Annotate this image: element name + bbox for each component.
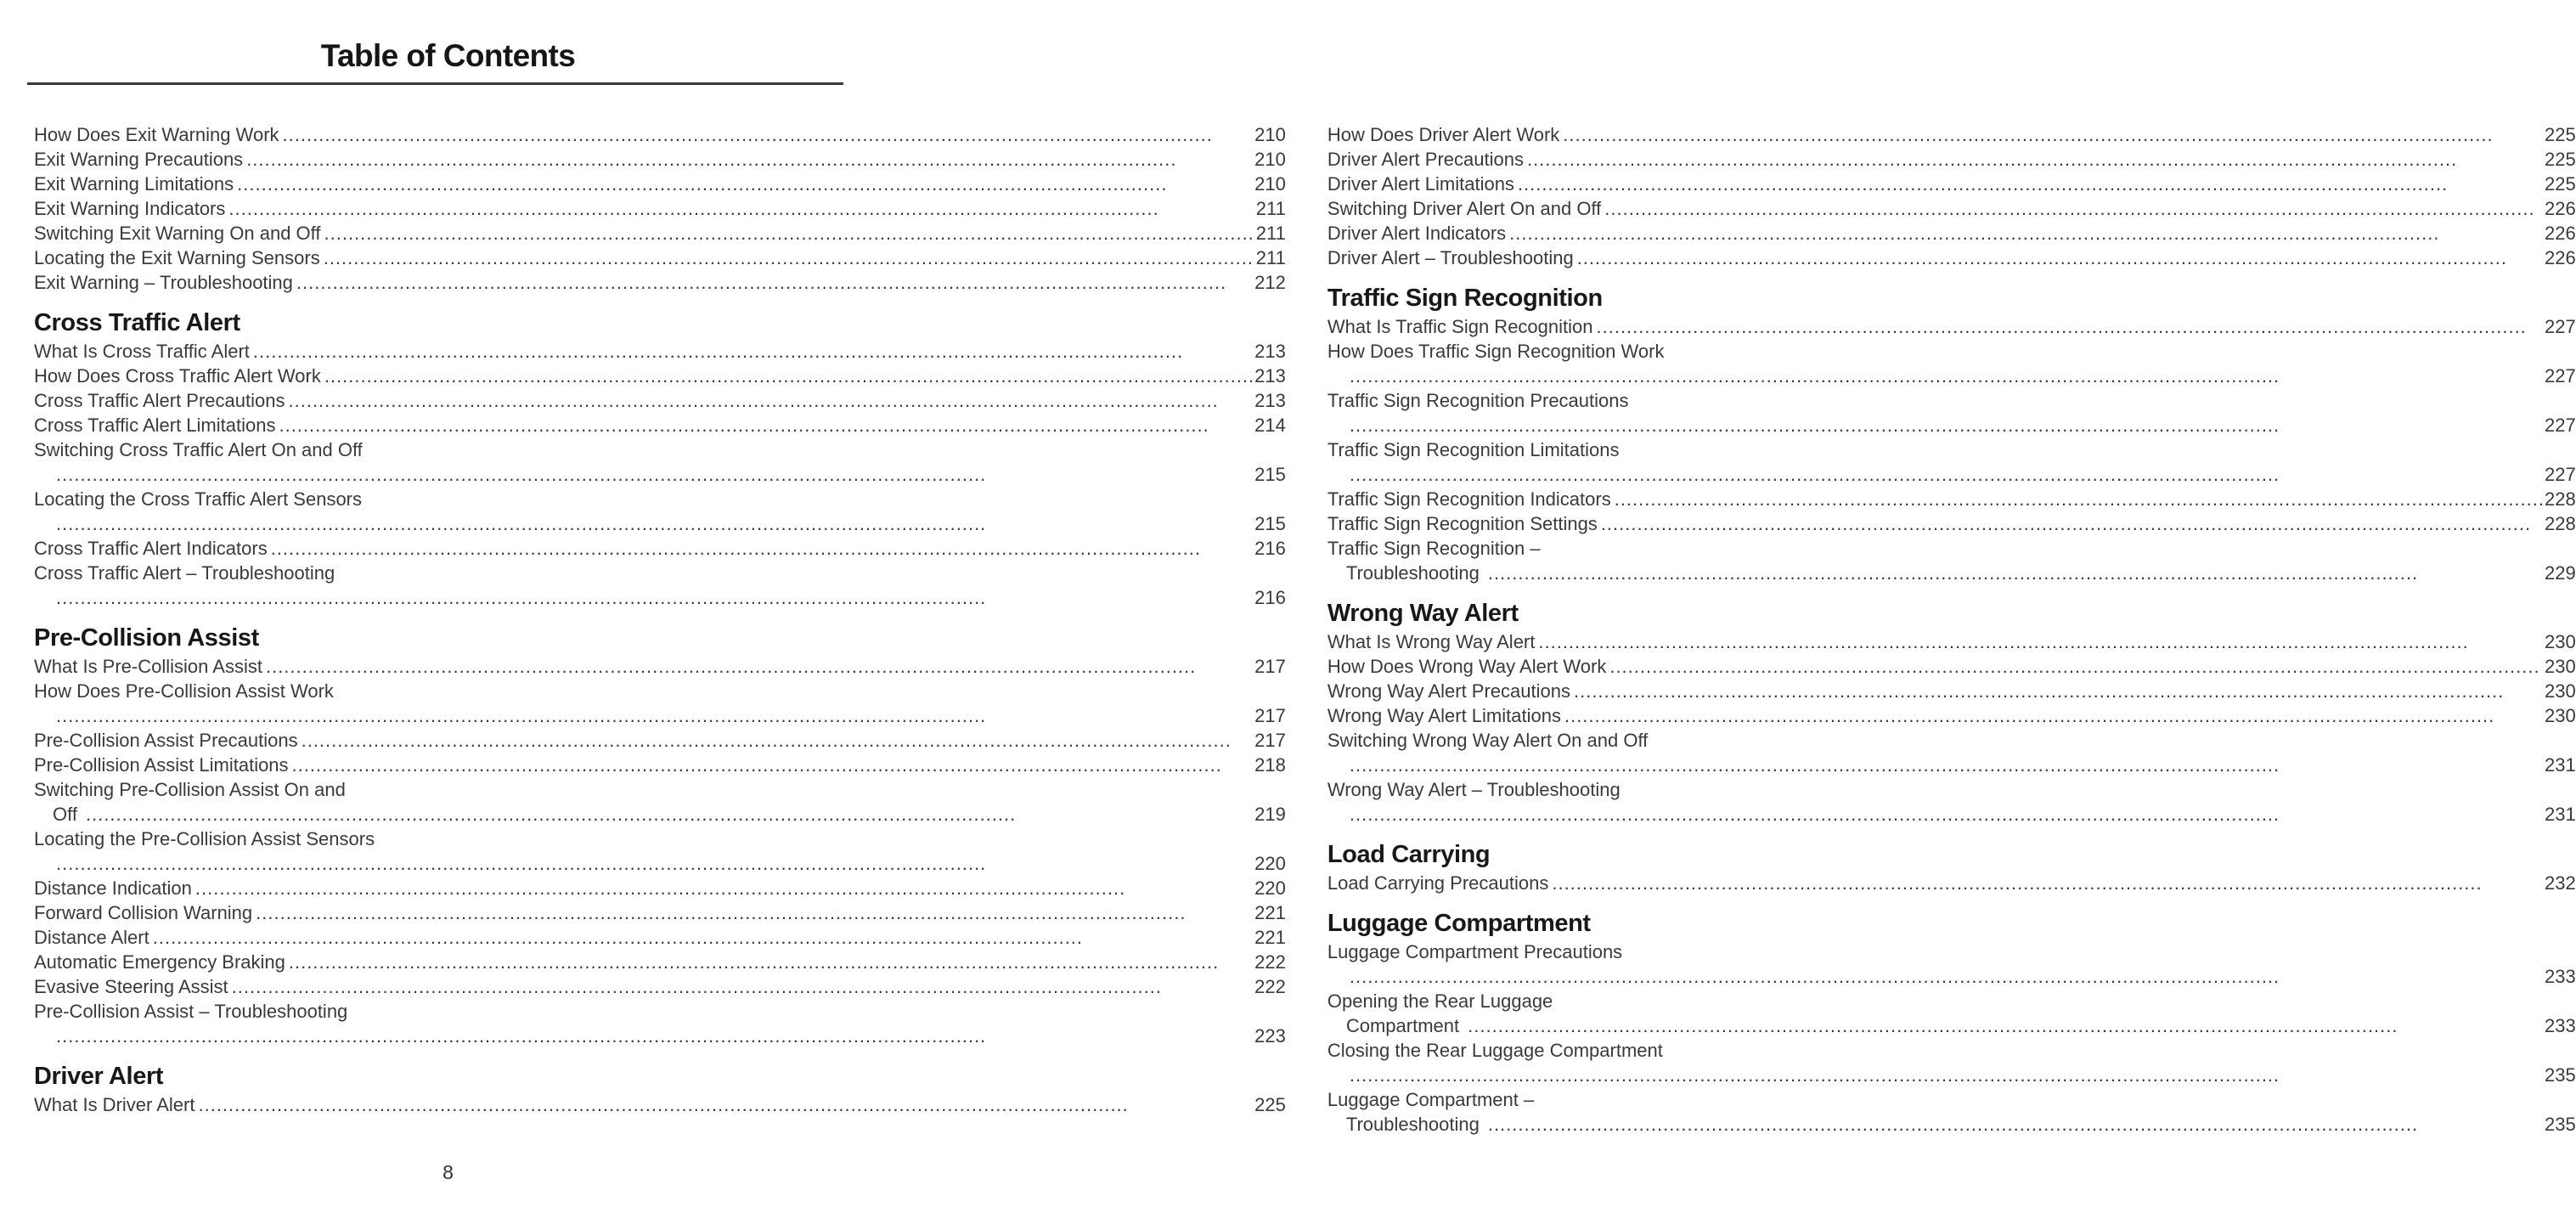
entry-page-number: 213 <box>1254 390 1286 411</box>
dot-leader <box>1488 1112 2545 1137</box>
dot-leader <box>324 245 1256 270</box>
toc-entry <box>1327 339 2576 388</box>
dot-leader <box>56 585 1254 610</box>
entry-label: Exit Warning Limitations <box>34 173 234 195</box>
dot-leader <box>228 196 1255 221</box>
entry-continuation <box>34 851 1286 876</box>
entry-page-number: 231 <box>2545 804 2576 825</box>
entry-label: Distance Alert <box>34 927 149 948</box>
dot-leader <box>324 221 1256 245</box>
toc-entry <box>34 172 1286 196</box>
entry-label: Cross Traffic Alert – Troubleshooting <box>34 562 335 584</box>
entry-label: How Does Driver Alert Work <box>1327 124 1560 145</box>
toc-entry <box>34 487 1286 536</box>
entry-page-number: 213 <box>1254 341 1286 362</box>
entry-label: Switching Driver Alert On and Off <box>1327 198 1602 219</box>
entry-label: Locating the Pre-Collision Assist Sensors <box>34 828 375 849</box>
dot-leader <box>1609 654 2545 679</box>
entry-label: Automatic Emergency Braking <box>34 951 285 973</box>
dot-leader <box>1577 245 2545 270</box>
entry-label: Cross Traffic Alert Limitations <box>34 415 276 436</box>
entry-page-number: 216 <box>1254 538 1286 559</box>
dot-leader <box>1527 147 2545 172</box>
dot-leader <box>56 703 1254 728</box>
entry-page-number: 211 <box>1255 198 1286 219</box>
entry-page-number: 222 <box>1254 976 1286 997</box>
toc-entry <box>1327 388 2576 437</box>
toc-entry <box>1327 703 2576 728</box>
dot-leader <box>1564 703 2545 728</box>
entry-label-continued: Compartment <box>1345 1015 1460 1036</box>
dot-leader <box>302 728 1255 753</box>
entry-label: Exit Warning Indicators <box>34 198 226 219</box>
entry-label: Evasive Steering Assist <box>34 976 228 997</box>
entry-label: Wrong Way Alert Limitations <box>1327 705 1561 726</box>
toc-entry <box>34 1092 1286 1117</box>
entry-page-number: 220 <box>1254 877 1286 899</box>
toc-column-right <box>1327 122 2576 1137</box>
entry-continuation <box>1327 1112 2576 1137</box>
entry-label: Traffic Sign Recognition – <box>1327 538 1541 559</box>
entry-continuation <box>34 703 1286 728</box>
dot-leader <box>289 950 1254 974</box>
entry-page-number: 227 <box>2545 415 2576 436</box>
dot-leader <box>1350 413 2545 437</box>
entry-page-number: 210 <box>1254 173 1286 195</box>
entry-page-number: 227 <box>2545 316 2576 337</box>
entry-page-number: 228 <box>2545 513 2576 534</box>
dot-leader <box>56 851 1254 876</box>
entry-page-number: 225 <box>2545 124 2576 145</box>
toc-entry <box>34 221 1286 245</box>
dot-leader <box>253 339 1254 364</box>
entry-page-number: 230 <box>2545 656 2576 677</box>
entry-page-number: 212 <box>1254 272 1286 293</box>
dot-leader <box>1552 871 2545 895</box>
section-heading: Pre-Collision Assist <box>34 624 259 652</box>
entry-page-number: 235 <box>2545 1114 2576 1135</box>
toc-entry <box>1327 122 2576 147</box>
entry-page-number: 231 <box>2545 754 2576 776</box>
entry-page-number: 223 <box>1254 1025 1286 1047</box>
section-heading: Load Carrying <box>1327 841 1491 868</box>
toc-entry <box>1327 487 2576 511</box>
toc-entry <box>34 196 1286 221</box>
dot-leader <box>1350 753 2545 777</box>
toc-entry <box>1327 147 2576 172</box>
entry-label: Locating the Exit Warning Sensors <box>34 247 320 268</box>
entry-label: Luggage Compartment Precautions <box>1327 941 1623 962</box>
entry-label: Pre-Collision Assist Limitations <box>34 754 289 776</box>
toc-entry <box>34 364 1286 388</box>
dot-leader <box>292 753 1255 777</box>
toc-entry <box>34 950 1286 974</box>
dot-leader <box>1350 462 2545 487</box>
entry-continuation <box>1327 1013 2576 1038</box>
entry-label: Driver Alert Limitations <box>1327 173 1514 195</box>
entry-continuation <box>34 802 1286 827</box>
dot-leader <box>1350 364 2545 388</box>
toc-entry <box>34 753 1286 777</box>
entry-continuation <box>34 511 1286 536</box>
dot-leader <box>256 900 1254 925</box>
entry-page-number: 210 <box>1254 149 1286 170</box>
entry-label: Exit Warning Precautions <box>34 149 244 170</box>
toc-section <box>34 625 1286 1048</box>
entry-page-number: 222 <box>1254 951 1286 973</box>
entry-label: Wrong Way Alert – Troubleshooting <box>1327 779 1621 800</box>
toc-columns <box>34 122 2576 1137</box>
toc-entry <box>34 437 1286 487</box>
entry-continuation <box>34 462 1286 487</box>
entry-label: Cross Traffic Alert Indicators <box>34 538 268 559</box>
entry-label: How Does Pre-Collision Assist Work <box>34 680 334 702</box>
toc-entry <box>34 925 1286 950</box>
dot-leader <box>1615 487 2545 511</box>
entry-continuation <box>1327 1063 2576 1087</box>
entry-page-number: 228 <box>2545 488 2576 510</box>
toc-entry <box>1327 172 2576 196</box>
toc-entry <box>34 679 1286 728</box>
toc-entry <box>1327 511 2576 536</box>
toc-entry <box>1327 989 2576 1038</box>
entry-page-number: 225 <box>2545 149 2576 170</box>
toc-entry <box>34 388 1286 413</box>
entry-label: Switching Cross Traffic Alert On and Off <box>34 439 363 460</box>
toc-entry <box>1327 939 2576 989</box>
entry-label: Pre-Collision Assist – Troubleshooting <box>34 1001 348 1022</box>
entry-continuation <box>34 585 1286 610</box>
toc-entry <box>34 777 1286 827</box>
entry-label: How Does Wrong Way Alert Work <box>1327 656 1607 677</box>
toc-entry <box>34 876 1286 900</box>
toc-section <box>34 310 1286 610</box>
dot-leader <box>56 1024 1254 1048</box>
entry-label: Driver Alert – Troubleshooting <box>1327 247 1574 268</box>
entry-label: Distance Indication <box>34 877 192 899</box>
entry-continuation <box>1327 364 2576 388</box>
section-heading: Wrong Way Alert <box>1327 600 1519 627</box>
dot-leader <box>279 413 1254 437</box>
entry-label: Switching Exit Warning On and Off <box>34 223 321 244</box>
entry-label: Load Carrying Precautions <box>1327 872 1549 894</box>
entry-page-number: 214 <box>1254 415 1286 436</box>
title-divider <box>27 82 843 85</box>
toc-entry <box>34 728 1286 753</box>
dot-leader <box>198 1092 1254 1117</box>
entry-page-number: 217 <box>1254 730 1286 751</box>
entry-continuation <box>34 1024 1286 1048</box>
dot-leader <box>232 974 1254 999</box>
entry-continuation <box>1327 802 2576 827</box>
toc-entry <box>34 147 1286 172</box>
section-heading: Traffic Sign Recognition <box>1327 285 1603 312</box>
dot-leader <box>289 388 1255 413</box>
entry-page-number: 230 <box>2545 705 2576 726</box>
dot-leader <box>246 147 1254 172</box>
entry-page-number: 211 <box>1255 223 1286 244</box>
toc-section <box>1327 911 2576 1137</box>
toc-section <box>1327 122 2576 270</box>
entry-page-number: 220 <box>1254 853 1286 874</box>
entry-label: Traffic Sign Recognition Precautions <box>1327 390 1629 411</box>
dot-leader <box>1604 196 2545 221</box>
toc-column-left <box>34 122 1286 1137</box>
entry-label: How Does Cross Traffic Alert Work <box>34 365 321 386</box>
toc-entry <box>34 827 1286 876</box>
dot-leader <box>271 536 1254 561</box>
toc-entry <box>1327 1087 2576 1137</box>
entry-page-number: 232 <box>2545 872 2576 894</box>
toc-entry <box>1327 871 2576 895</box>
entry-page-number: 216 <box>1254 587 1286 608</box>
toc-entry <box>1327 654 2576 679</box>
toc-section <box>34 122 1286 295</box>
entry-label: Exit Warning – Troubleshooting <box>34 272 293 293</box>
entry-page-number: 226 <box>2545 247 2576 268</box>
toc-entry <box>34 561 1286 610</box>
section-heading: Driver Alert <box>34 1063 164 1090</box>
entry-label: Switching Pre-Collision Assist On and <box>34 779 346 800</box>
entry-label: Wrong Way Alert Precautions <box>1327 680 1570 702</box>
entry-page-number: 233 <box>2545 966 2576 987</box>
toc-entry <box>1327 536 2576 585</box>
entry-page-number: 227 <box>2545 365 2576 386</box>
toc-entry <box>1327 221 2576 245</box>
entry-continuation <box>1327 964 2576 989</box>
dot-leader <box>1509 221 2545 245</box>
entry-page-number: 226 <box>2545 223 2576 244</box>
entry-page-number: 235 <box>2545 1064 2576 1086</box>
toc-entry <box>1327 777 2576 827</box>
entry-label: What Is Cross Traffic Alert <box>34 341 250 362</box>
toc-entry <box>1327 1038 2576 1087</box>
entry-label: Traffic Sign Recognition Indicators <box>1327 488 1611 510</box>
entry-page-number: 217 <box>1254 705 1286 726</box>
entry-label: How Does Traffic Sign Recognition Work <box>1327 341 1665 362</box>
entry-label: Pre-Collision Assist Precautions <box>34 730 298 751</box>
toc-entry <box>1327 245 2576 270</box>
dot-leader <box>1488 561 2545 585</box>
entry-label: Traffic Sign Recognition Settings <box>1327 513 1598 534</box>
dot-leader <box>1350 1063 2545 1087</box>
entry-label-continued: Troubleshooting <box>1345 1114 1480 1135</box>
entry-page-number: 221 <box>1254 927 1286 948</box>
entry-page-number: 230 <box>2545 680 2576 702</box>
toc-entry <box>1327 437 2576 487</box>
dot-leader <box>283 122 1255 147</box>
entry-page-number: 210 <box>1254 124 1286 145</box>
dot-leader <box>56 462 1254 487</box>
entry-label: What Is Pre-Collision Assist <box>34 656 262 677</box>
entry-label: Opening the Rear Luggage <box>1327 990 1553 1012</box>
entry-continuation <box>1327 413 2576 437</box>
toc-entry <box>34 654 1286 679</box>
entry-page-number: 225 <box>1254 1094 1286 1115</box>
entry-label: Driver Alert Indicators <box>1327 223 1507 244</box>
toc-section <box>1327 842 2576 895</box>
entry-label: What Is Traffic Sign Recognition <box>1327 316 1593 337</box>
entry-label-continued: Troubleshooting <box>1345 562 1480 584</box>
toc-entry <box>34 245 1286 270</box>
dot-leader <box>195 876 1254 900</box>
entry-page-number: 221 <box>1254 902 1286 923</box>
dot-leader <box>86 802 1254 827</box>
dot-leader <box>153 925 1254 950</box>
entry-continuation <box>1327 462 2576 487</box>
entry-page-number: 218 <box>1254 754 1286 776</box>
toc-entry <box>34 413 1286 437</box>
toc-entry <box>34 339 1286 364</box>
entry-label: How Does Exit Warning Work <box>34 124 279 145</box>
entry-label: Traffic Sign Recognition Limitations <box>1327 439 1620 460</box>
toc-entry <box>34 974 1286 999</box>
entry-page-number: 229 <box>2545 562 2576 584</box>
dot-leader <box>1563 122 2545 147</box>
dot-leader <box>1350 802 2545 827</box>
section-heading: Luggage Compartment <box>1327 910 1591 937</box>
entry-page-number: 233 <box>2545 1015 2576 1036</box>
entry-label: Closing the Rear Luggage Compartment <box>1327 1040 1663 1061</box>
dot-leader <box>56 511 1254 536</box>
entry-page-number: 215 <box>1254 464 1286 485</box>
entry-page-number: 226 <box>2545 198 2576 219</box>
entry-page-number: 211 <box>1255 247 1286 268</box>
entry-page-number: 219 <box>1254 804 1286 825</box>
entry-label-continued: Off <box>53 804 77 825</box>
toc-section <box>1327 285 2576 585</box>
entry-label: Luggage Compartment – <box>1327 1089 1535 1110</box>
dot-leader <box>1597 314 2545 339</box>
entry-label: What Is Wrong Way Alert <box>1327 631 1536 652</box>
entry-label: Cross Traffic Alert Precautions <box>34 390 285 411</box>
entry-page-number: 217 <box>1254 656 1286 677</box>
toc-entry <box>34 999 1286 1048</box>
section-heading: Cross Traffic Alert <box>34 309 240 336</box>
entry-label: Locating the Cross Traffic Alert Sensors <box>34 488 362 510</box>
entry-page-number: 215 <box>1254 513 1286 534</box>
dot-leader <box>324 364 1254 388</box>
dot-leader <box>1518 172 2545 196</box>
entry-label: What Is Driver Alert <box>34 1094 195 1115</box>
dot-leader <box>1350 964 2545 989</box>
toc-entry <box>34 122 1286 147</box>
entry-page-number: 225 <box>2545 173 2576 195</box>
page-title: Table of Contents <box>320 38 576 73</box>
page-number: 8 <box>442 1161 454 1183</box>
toc-entry <box>34 900 1286 925</box>
entry-label: Forward Collision Warning <box>34 902 253 923</box>
dot-leader <box>266 654 1254 679</box>
entry-page-number: 213 <box>1254 365 1286 386</box>
toc-entry <box>1327 196 2576 221</box>
toc-section <box>1327 601 2576 827</box>
entry-label: Switching Wrong Way Alert On and Off <box>1327 730 1649 751</box>
entry-continuation <box>1327 561 2576 585</box>
dot-leader <box>1574 679 2545 703</box>
dot-leader <box>237 172 1254 196</box>
entry-page-number: 230 <box>2545 631 2576 652</box>
toc-entry <box>1327 314 2576 339</box>
dot-leader <box>296 270 1254 295</box>
dot-leader <box>1468 1013 2545 1038</box>
toc-section <box>34 1064 1286 1117</box>
toc-entry <box>1327 728 2576 777</box>
dot-leader <box>1601 511 2545 536</box>
toc-entry <box>34 536 1286 561</box>
entry-label: Driver Alert Precautions <box>1327 149 1524 170</box>
entry-page-number: 227 <box>2545 464 2576 485</box>
toc-entry <box>1327 629 2576 654</box>
dot-leader <box>1538 629 2545 654</box>
toc-entry <box>34 270 1286 295</box>
entry-continuation <box>1327 753 2576 777</box>
toc-entry <box>1327 679 2576 703</box>
